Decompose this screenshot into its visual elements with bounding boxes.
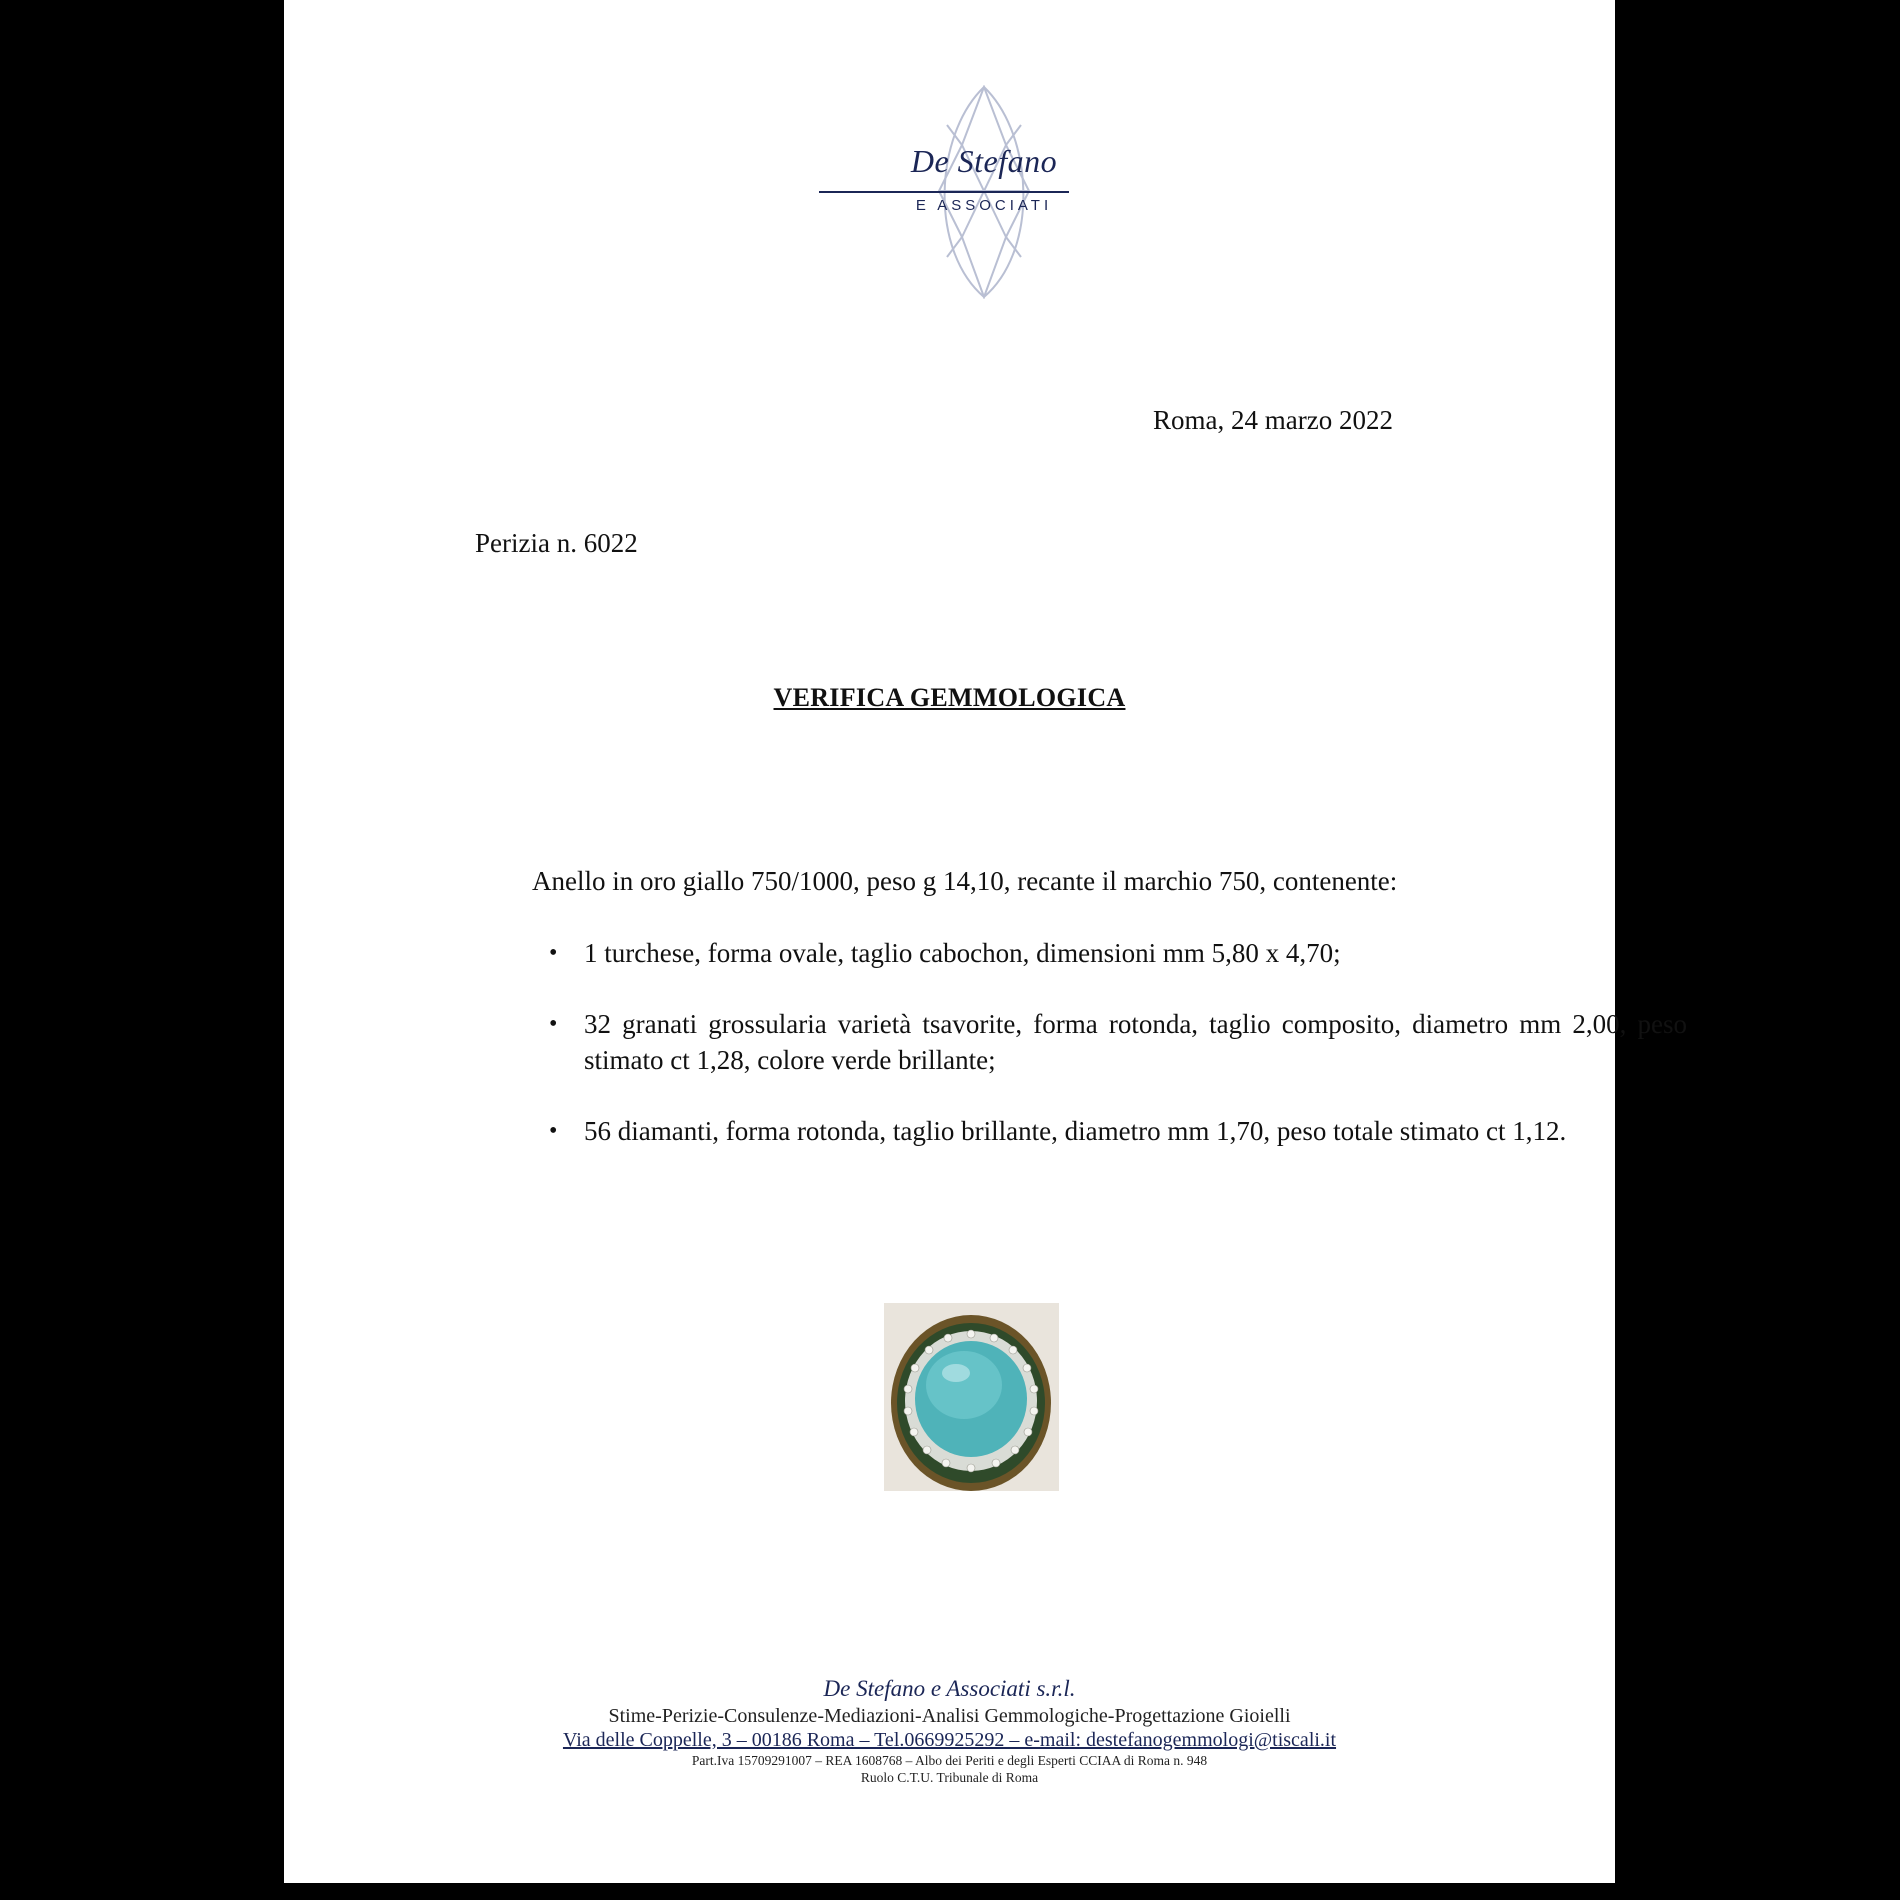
list-item-text: 1 turchese, forma ovale, taglio cabochon, dimensioni mm 5,80 x 4,70; bbox=[584, 938, 1341, 968]
turquoise-ring-image bbox=[884, 1303, 1059, 1491]
item-description: Anello in oro giallo 750/1000, peso g 14,10, recante il marchio 750, contenente: bbox=[532, 866, 1398, 896]
footer-registry: Part.Iva 15709291007 – REA 1608768 – Albo dei Periti e degli Esperti CCIAA di Roma n. 948 bbox=[691, 1753, 1208, 1768]
document-date: Roma, 24 marzo 2022 bbox=[1153, 405, 1393, 435]
logo-wordmark: De Stefano bbox=[910, 143, 1058, 179]
list-item-text: 32 granati grossularia varietà tsavorite, forma rotonda, taglio composito, diametro mm 2,00, peso stimato ct 1,28, colore verde brillante; bbox=[584, 1009, 1687, 1075]
bullet-icon: • bbox=[549, 940, 558, 966]
logo-subtitle: E ASSOCIATI bbox=[915, 197, 1053, 214]
footer-court: Ruolo C.T.U. Tribunale di Roma bbox=[860, 1770, 1039, 1785]
list-item bbox=[532, 1113, 1687, 1149]
marquise-diamond-icon bbox=[819, 85, 1149, 299]
letterhead-footer bbox=[284, 1674, 1615, 1786]
footer-company: De Stefano e Associati s.r.l. bbox=[823, 1676, 1076, 1701]
appraisal-number: Perizia n. 6022 bbox=[475, 528, 638, 558]
document-page bbox=[284, 0, 1687, 1883]
letterhead-logo bbox=[819, 85, 1149, 299]
bullet-icon: • bbox=[549, 1118, 558, 1144]
ring-photo bbox=[884, 1303, 1059, 1491]
footer-services: Stime-Perizie-Consulenze-Mediazioni-Analisi Gemmologiche-Progettazione Gioielli bbox=[608, 1705, 1291, 1727]
footer-contact-link[interactable]: Via delle Coppelle, 3 – 00186 Roma – Tel.0669925292 – e-mail: destefanogemmologi@tiscali.it bbox=[562, 1729, 1337, 1751]
list-item-text: 56 diamanti, forma rotonda, taglio brillante, diametro mm 1,70, peso totale stimato ct 1,12. bbox=[584, 1116, 1567, 1146]
document-title: VERIFICA GEMMOLOGICA bbox=[773, 683, 1126, 712]
list-item bbox=[532, 1006, 1687, 1078]
list-item bbox=[532, 935, 1687, 971]
gem-list bbox=[532, 935, 1687, 1149]
bullet-icon: • bbox=[549, 1011, 558, 1037]
